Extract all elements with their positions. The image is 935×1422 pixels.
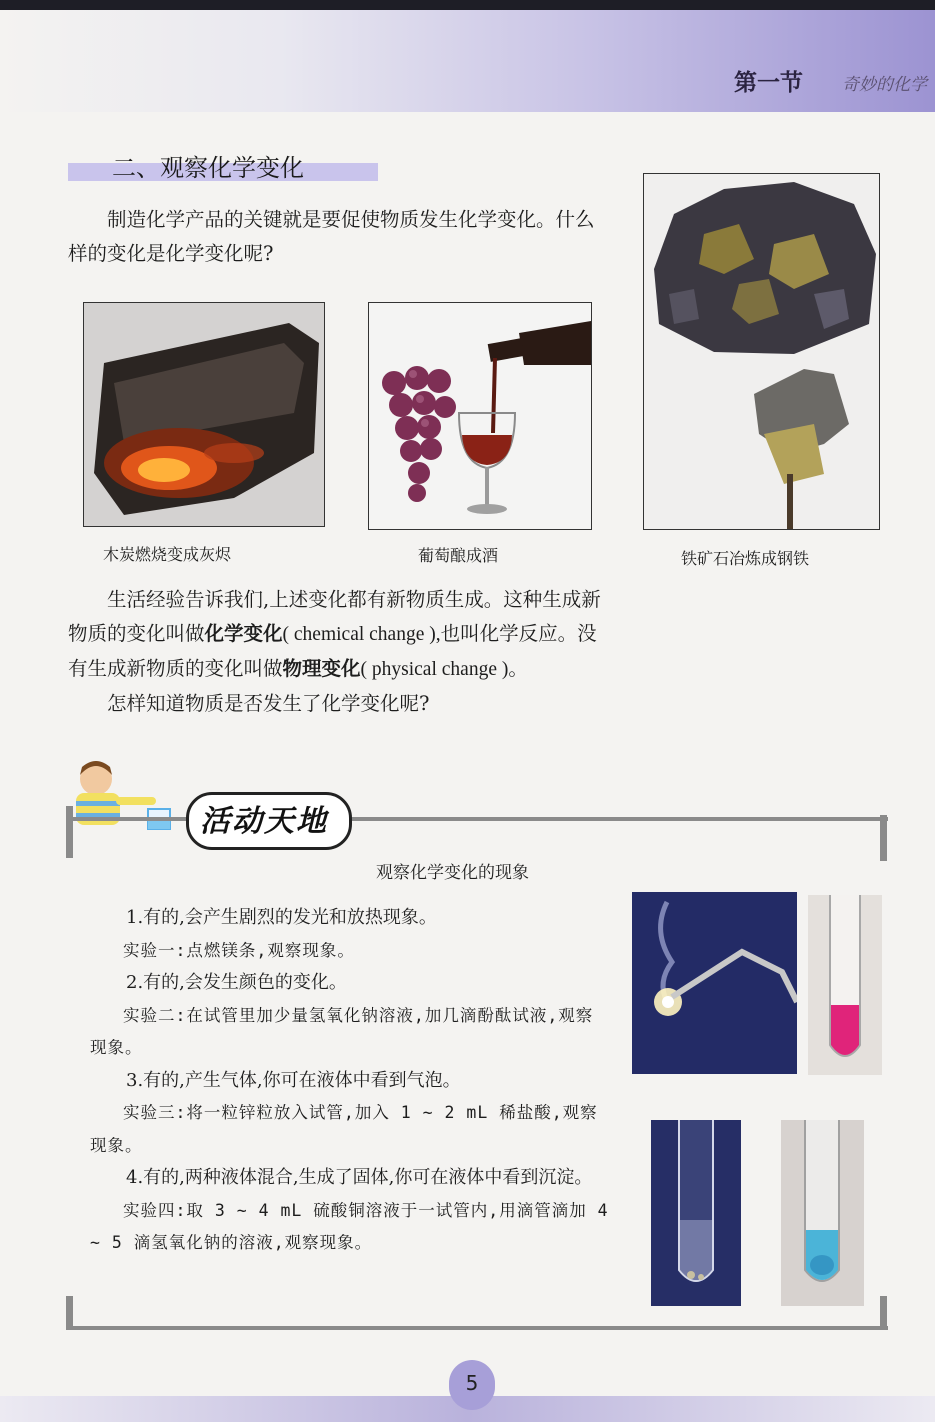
- activity-text: [90, 902, 610, 1260]
- grapes-wine-photo: [368, 302, 592, 530]
- body-paragraph-1: [68, 583, 613, 687]
- activity-bottom-border: [68, 1326, 888, 1330]
- body-text: [68, 583, 613, 721]
- activity-bottom-right-bracket: [880, 1296, 887, 1330]
- term-chemical-change: 化学变化: [204, 622, 283, 645]
- activity-title: 观察化学变化的现象: [376, 863, 529, 883]
- phenolphthalein-tube-photo: [808, 895, 882, 1075]
- term-physical-change: 物理变化: [282, 657, 361, 680]
- magnesium-burning-photo: [632, 892, 797, 1074]
- point-4: 4.有的,两种液体混合,生成了固体,你可在液体中看到沉淀。: [126, 1167, 593, 1188]
- experiment-3: 实验三:将一粒锌粒放入试管,加入 1 ~ 2 mL 稀盐酸,观察现象。: [90, 1103, 598, 1155]
- activity-label: 活动天地: [200, 804, 328, 839]
- term-chemical-change-en: ( chemical change ),: [282, 624, 441, 645]
- point-2: 2.有的,会发生颜色的变化。: [126, 972, 347, 993]
- experiment-2: 实验二:在试管里加少量氢氧化钠溶液,加几滴酚酞试液,观察现象。: [90, 1005, 594, 1057]
- charcoal-caption: 木炭燃烧变成灰烬: [103, 545, 232, 564]
- intro-paragraph: 制造化学产品的关键就是要促使物质发生化学变化。什么样的变化是化学变化呢?: [68, 208, 595, 265]
- child-illustration: [66, 757, 186, 835]
- experiment-4: 实验四:取 3 ~ 4 mL 硫酸铜溶液于一试管内,用滴管滴加 4 ~ 5 滴氢氧化钠的溶液,观察现象。: [90, 1200, 609, 1252]
- point-3: 3.有的,产生气体,你可在液体中看到气泡。: [126, 1069, 461, 1091]
- body-paragraph-2: 怎样知道物质是否发生了化学变化呢?: [107, 692, 430, 715]
- section-heading: 二、观察化学变化: [112, 154, 304, 182]
- iron-ore-photo: [643, 173, 880, 530]
- activity-right-bracket: [880, 815, 887, 861]
- body-text-a: 生活经验告诉我们,上述变化都有新物质生成。这种生成新物质的变化叫做: [68, 588, 601, 645]
- chapter-title: 奇妙的化学: [842, 75, 927, 95]
- term-physical-change-en: ( physical change )。: [360, 659, 528, 680]
- zinc-acid-tube-photo: [651, 1120, 741, 1306]
- iron-caption: 铁矿石冶炼成钢铁: [681, 549, 810, 568]
- header-top-border: [0, 0, 935, 10]
- body-text-b: 也叫化学反应。没有生成新物质的变化叫做: [68, 622, 597, 680]
- activity-left-bracket: [66, 806, 73, 858]
- copper-sulfate-tube-photo: [781, 1120, 864, 1306]
- activity-bottom-left-bracket: [66, 1296, 73, 1330]
- wine-caption: 葡萄酿成酒: [418, 546, 499, 565]
- experiment-1: 实验一:点燃镁条,观察现象。: [123, 940, 355, 960]
- charcoal-burning-photo: [83, 302, 325, 527]
- page-number: 5: [465, 1371, 479, 1395]
- section-number: 第一节: [734, 70, 803, 96]
- point-1: 1.有的,会产生剧烈的发光和放热现象。: [126, 907, 437, 928]
